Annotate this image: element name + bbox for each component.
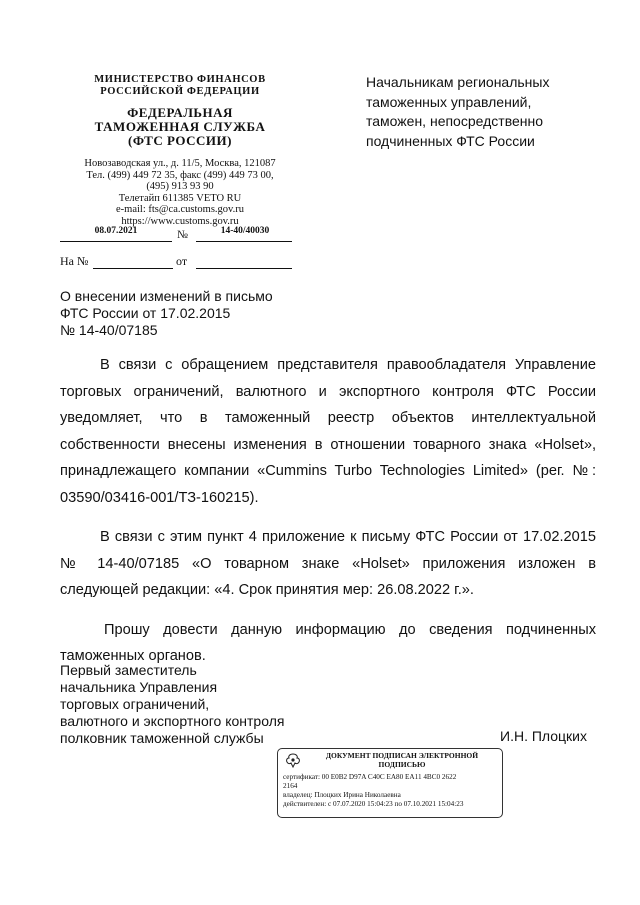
sender-teletype: Телетайп 611385 VETO RU bbox=[118, 192, 242, 204]
number-sign: № bbox=[177, 229, 188, 241]
registration-row bbox=[60, 226, 292, 248]
addressee-line-3: таможен, непосредственно bbox=[366, 113, 544, 129]
sender-address: Новозаводская ул., д. 11/5, Москва, 121087 bbox=[84, 158, 276, 169]
sender-website: https://www.customs.gov.ru bbox=[121, 215, 239, 227]
sender-phone-2: (495) 913 93 90 bbox=[146, 181, 214, 192]
stamp-owner: владелец: Плоцких Ирина Николаевна bbox=[283, 791, 401, 799]
service-name bbox=[60, 106, 300, 148]
registration-number: 14-40/40030 bbox=[220, 226, 270, 236]
body-paragraph-3: Прошу довести данную информацию до сведения подчиненных таможенных органов. bbox=[60, 621, 596, 664]
signatory-line-4: валютного и экспортного контроля bbox=[60, 713, 285, 729]
stamp-title: ДОКУМЕНТ ПОДПИСАН ЭЛЕКТРОННОЙ ПОДПИСЬЮ bbox=[325, 751, 479, 769]
signatory-line-5: полковник таможенной службы bbox=[60, 730, 264, 746]
stamp-details bbox=[283, 773, 499, 809]
reference-row bbox=[60, 254, 292, 272]
letter-body bbox=[60, 352, 596, 670]
sender-email: e-mail: fts@ca.customs.gov.ru bbox=[116, 204, 244, 215]
stamp-validity: действителен: с 07.07.2020 15:04:23 по 07.10.2021 15:04:23 bbox=[283, 800, 464, 808]
signatory-name: И.Н. Плоцких bbox=[500, 728, 587, 744]
electronic-signature-stamp bbox=[277, 748, 503, 818]
signatory-line-2: начальника Управления bbox=[60, 679, 218, 695]
sender-header bbox=[60, 74, 300, 227]
ministry-line-1: МИНИСТЕРСТВО ФИНАНСОВ bbox=[94, 74, 266, 85]
subject-line-1: О внесении изменений в письмо bbox=[60, 288, 273, 304]
service-line-3: (ФТС РОССИИ) bbox=[128, 133, 232, 148]
subject-line-2: ФТС России от 17.02.2015 bbox=[60, 305, 231, 321]
emblem-icon bbox=[283, 752, 303, 770]
reference-number-underline bbox=[93, 268, 173, 269]
sender-phone: Тел. (499) 449 72 35, факс (499) 449 73 00, bbox=[86, 169, 274, 181]
addressee-line-1: Начальникам региональных bbox=[366, 74, 550, 90]
addressee-line-2: таможенных управлений, bbox=[366, 93, 532, 110]
ministry-line-2: РОССИЙСКОЙ ФЕДЕРАЦИИ bbox=[100, 86, 260, 97]
reference-date-underline bbox=[196, 268, 292, 269]
signatory-line-1: Первый заместитель bbox=[60, 662, 197, 678]
sender-contacts bbox=[60, 158, 300, 227]
body-paragraph-2: В связи с этим пункт 4 приложение к письму ФТС России от 17.02.2015 № 14-40/07185 «О товарном знаке «Holset» приложения изложен в следующей редакции: «4. Срок принятия мер: 26.08.2022 г.». bbox=[60, 529, 596, 598]
date-underline bbox=[60, 241, 172, 242]
stamp-certificate-2: 2164 bbox=[283, 782, 298, 790]
body-paragraph-1: В связи с обращением представителя правообладателя Управление торговых ограничений, валютного и экспортного контроля ФТС России уведомляет, что в таможенный реестр объектов интеллектуальной собственности внесены изменения в отношении товарного знака «Holset», принадлежащего компании «Cummins Turbo Technologies Limited» (рег. №: 03590/03416-001/ТЗ-160215). bbox=[60, 357, 596, 506]
reference-from-label: от bbox=[176, 254, 188, 268]
signatory-position bbox=[60, 662, 310, 747]
service-line-2: ТАМОЖЕННАЯ СЛУЖБА bbox=[94, 119, 266, 134]
addressee-block bbox=[366, 73, 596, 151]
reference-label: На № bbox=[60, 254, 89, 268]
registration-date: 08.07.2021 bbox=[94, 226, 138, 236]
number-underline bbox=[196, 241, 292, 242]
ministry-name bbox=[60, 74, 300, 98]
signatory-line-3: торговых ограничений, bbox=[60, 696, 210, 712]
stamp-certificate: сертификат: 00 E0B2 D97A C40C EA80 EA11 4BC0 2622 bbox=[283, 773, 457, 781]
service-line-1: ФЕДЕРАЛЬНАЯ bbox=[127, 105, 233, 120]
addressee-line-4: подчиненных ФТС России bbox=[366, 132, 535, 149]
letter-subject bbox=[60, 288, 340, 339]
subject-line-3: № 14-40/07185 bbox=[60, 322, 158, 338]
